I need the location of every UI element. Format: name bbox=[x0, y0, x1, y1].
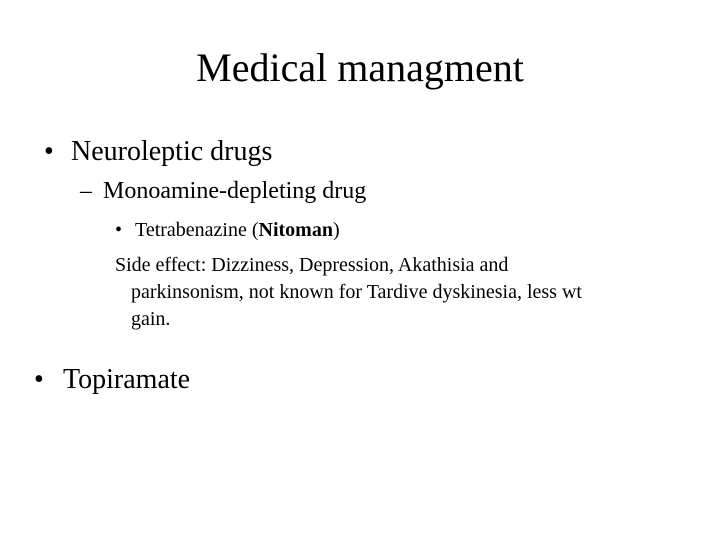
dash-marker: – bbox=[80, 178, 92, 204]
bullet-tetrabenazine bbox=[115, 217, 340, 243]
slide-title: Medical managment bbox=[196, 45, 524, 90]
bullet-text-prefix: Tetrabenazine ( bbox=[135, 219, 259, 241]
side-effect-line-2: parkinsonism, not known for Tardive dyskinesia, less wt bbox=[131, 281, 582, 303]
bullet-marker: • bbox=[115, 219, 123, 241]
side-effect-paragraph bbox=[115, 252, 700, 333]
bullet-monoamine-depleting-drug bbox=[80, 176, 366, 206]
bullet-neuroleptic-drugs bbox=[44, 136, 272, 168]
bullet-marker: • bbox=[34, 364, 44, 395]
bullet-text: Neuroleptic drugs bbox=[71, 136, 273, 167]
bullet-text: Topiramate bbox=[63, 364, 191, 395]
side-effect-line-1: Side effect: Dizziness, Depression, Akathisia and bbox=[115, 254, 509, 276]
brand-name: Nitoman bbox=[258, 219, 333, 241]
bullet-topiramate bbox=[34, 364, 190, 396]
bullet-marker: • bbox=[44, 136, 54, 167]
bullet-text-suffix: ) bbox=[332, 219, 340, 241]
bullet-text: Monoamine-depleting drug bbox=[103, 178, 367, 204]
side-effect-line-3: gain. bbox=[131, 308, 171, 330]
